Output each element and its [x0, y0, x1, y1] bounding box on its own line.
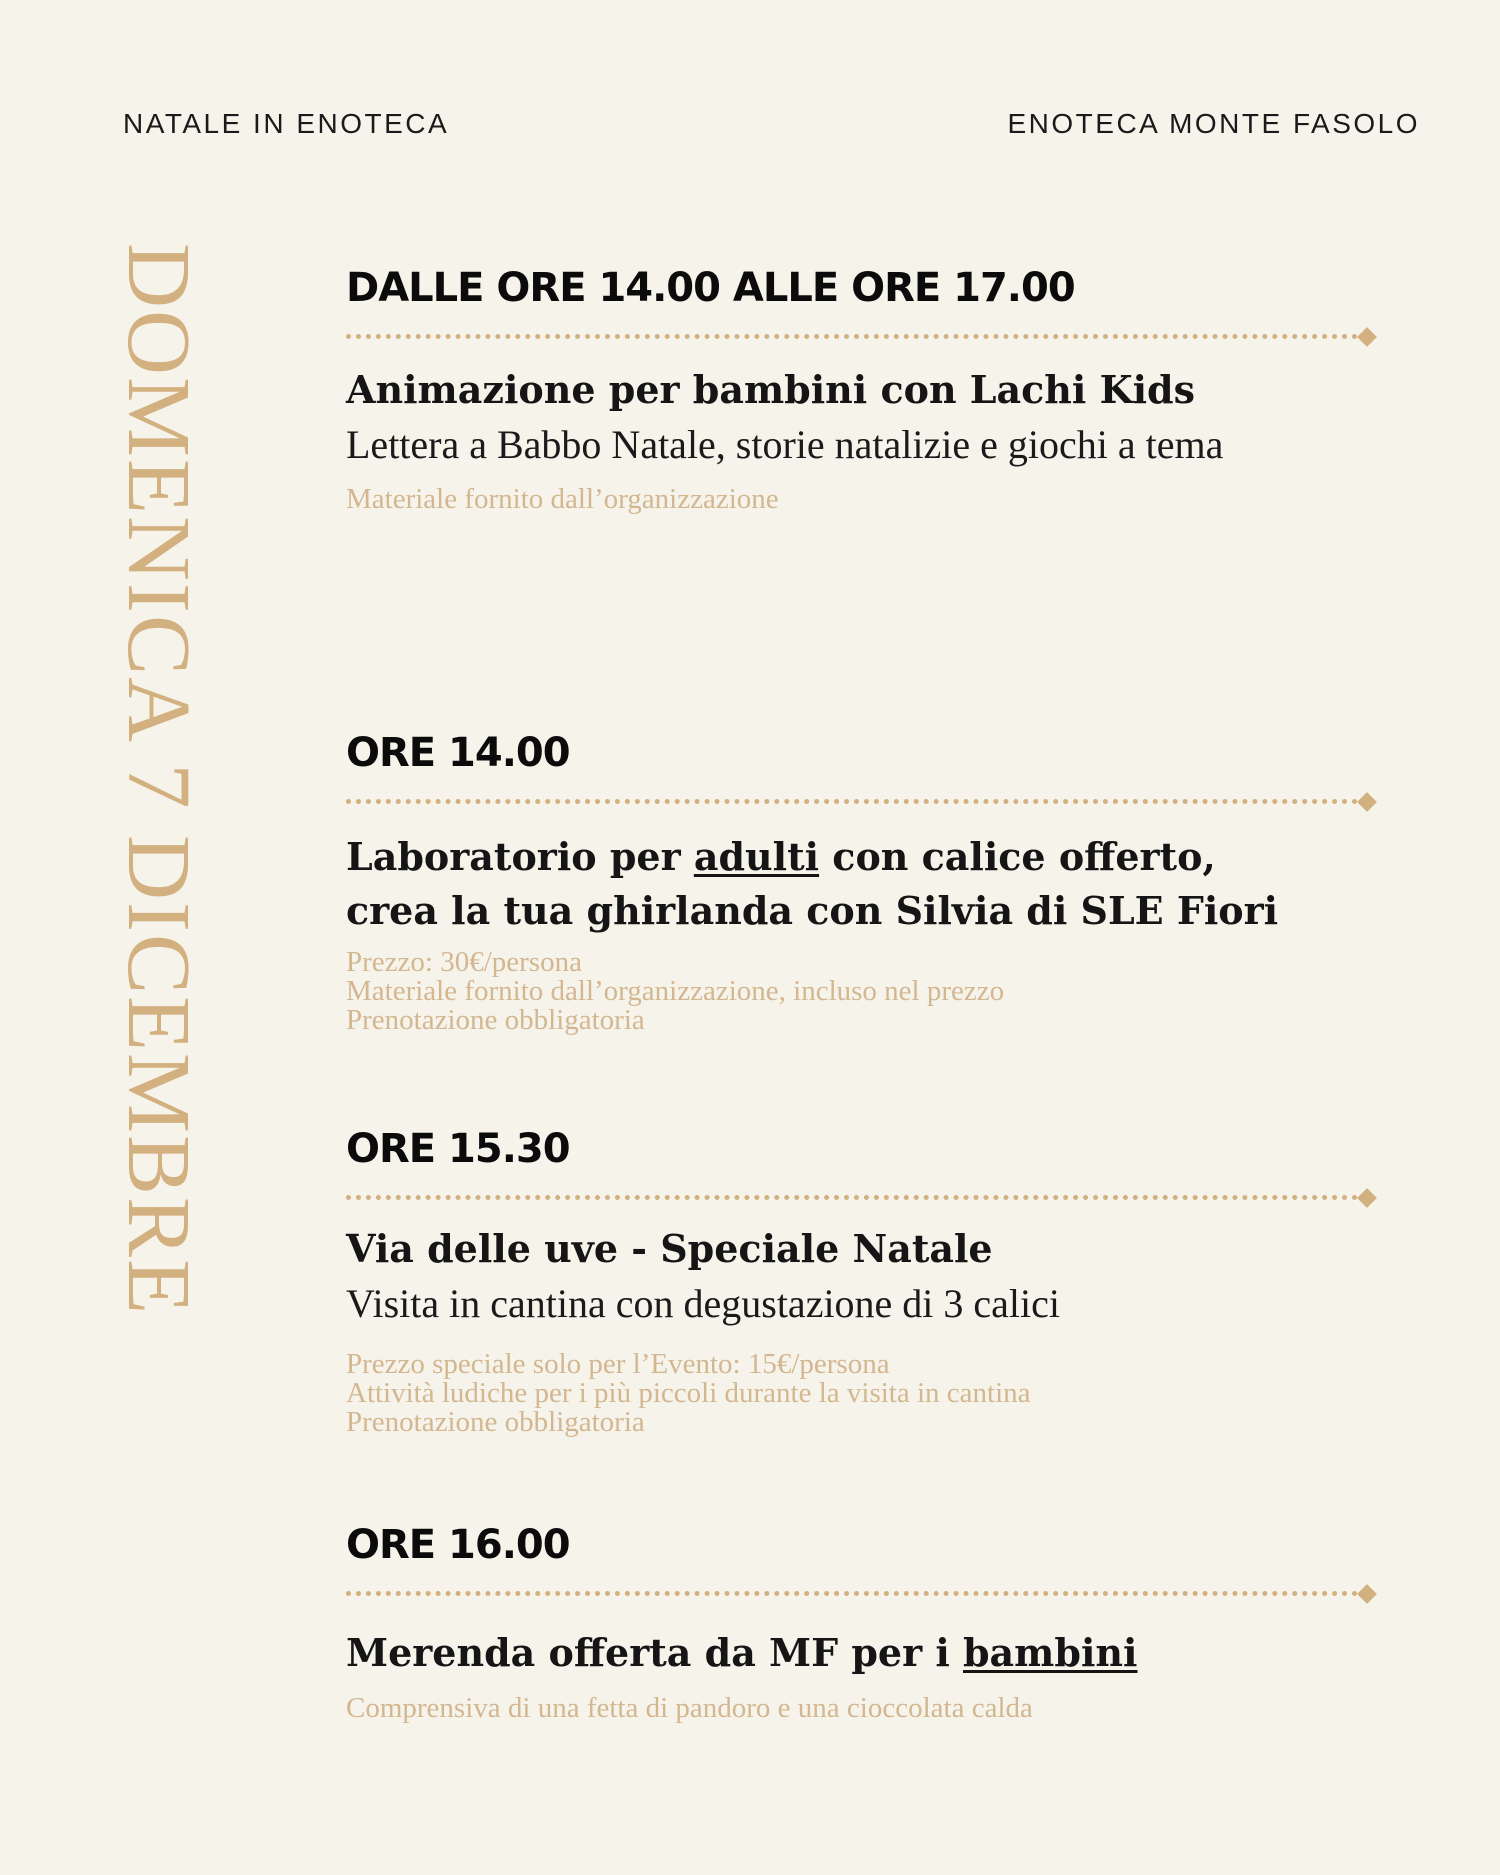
dotted-divider [346, 1190, 1380, 1204]
event-subtitle: Visita in cantina con degustazione di 3 calici [346, 1281, 1061, 1326]
dotted-divider [346, 329, 1380, 343]
dotted-divider [346, 1586, 1380, 1600]
event-note: Comprensiva di una fetta di pandoro e una cioccolata calda [346, 1692, 1033, 1724]
diamond-icon [1357, 792, 1377, 812]
diamond-icon [1357, 1584, 1377, 1604]
diamond-icon [1357, 1188, 1377, 1208]
event-note-materials: Materiale fornito dall’organizzazione, incluso nel prezzo [346, 975, 1005, 1007]
event-title: Laboratorio per adulti con calice offerto, [346, 834, 1216, 879]
event-time: ORE 15.30 [346, 1126, 570, 1172]
header-event-name: NATALE IN ENOTECA [123, 108, 450, 139]
dotted-divider [346, 794, 1380, 808]
event-time: ORE 14.00 [346, 730, 570, 776]
event-time: ORE 16.00 [346, 1522, 570, 1568]
event-note: Materiale fornito dall’organizzazione [346, 483, 779, 515]
event-title: Merenda offerta da MF per i bambini [346, 1630, 1138, 1675]
event-section-kids-animation [346, 263, 1380, 514]
event-note-booking: Prenotazione obbligatoria [346, 1004, 645, 1036]
event-subtitle: Lettera a Babbo Natale, storie natalizie e giochi a tema [346, 422, 1224, 467]
event-title-line2: crea la tua ghirlanda con Silvia di SLE Fiori [346, 888, 1279, 933]
event-time: DALLE ORE 14.00 ALLE ORE 17.00 [346, 265, 1075, 311]
header-venue-name: ENOTECA MONTE FASOLO [1007, 108, 1420, 139]
event-section-wreath-workshop [346, 728, 1380, 1035]
event-section-snack [346, 1520, 1380, 1723]
vertical-date-title: DOMENICA 7 DICEMBRE [109, 243, 208, 1317]
underlined-word: bambini [962, 1630, 1138, 1675]
underlined-word: adulti [693, 834, 820, 879]
diamond-icon [1357, 327, 1377, 347]
event-title: Via delle uve - Speciale Natale [346, 1226, 993, 1271]
event-note-booking: Prenotazione obbligatoria [346, 1406, 645, 1438]
event-note-kids-activities: Attività ludiche per i più piccoli durante la visita in cantina [346, 1377, 1031, 1409]
event-note-price: Prezzo speciale solo per l’Evento: 15€/persona [346, 1348, 890, 1380]
event-note-price: Prezzo: 30€/persona [346, 946, 582, 978]
event-section-winery-tour [346, 1124, 1380, 1437]
event-title: Animazione per bambini con Lachi Kids [346, 367, 1196, 412]
